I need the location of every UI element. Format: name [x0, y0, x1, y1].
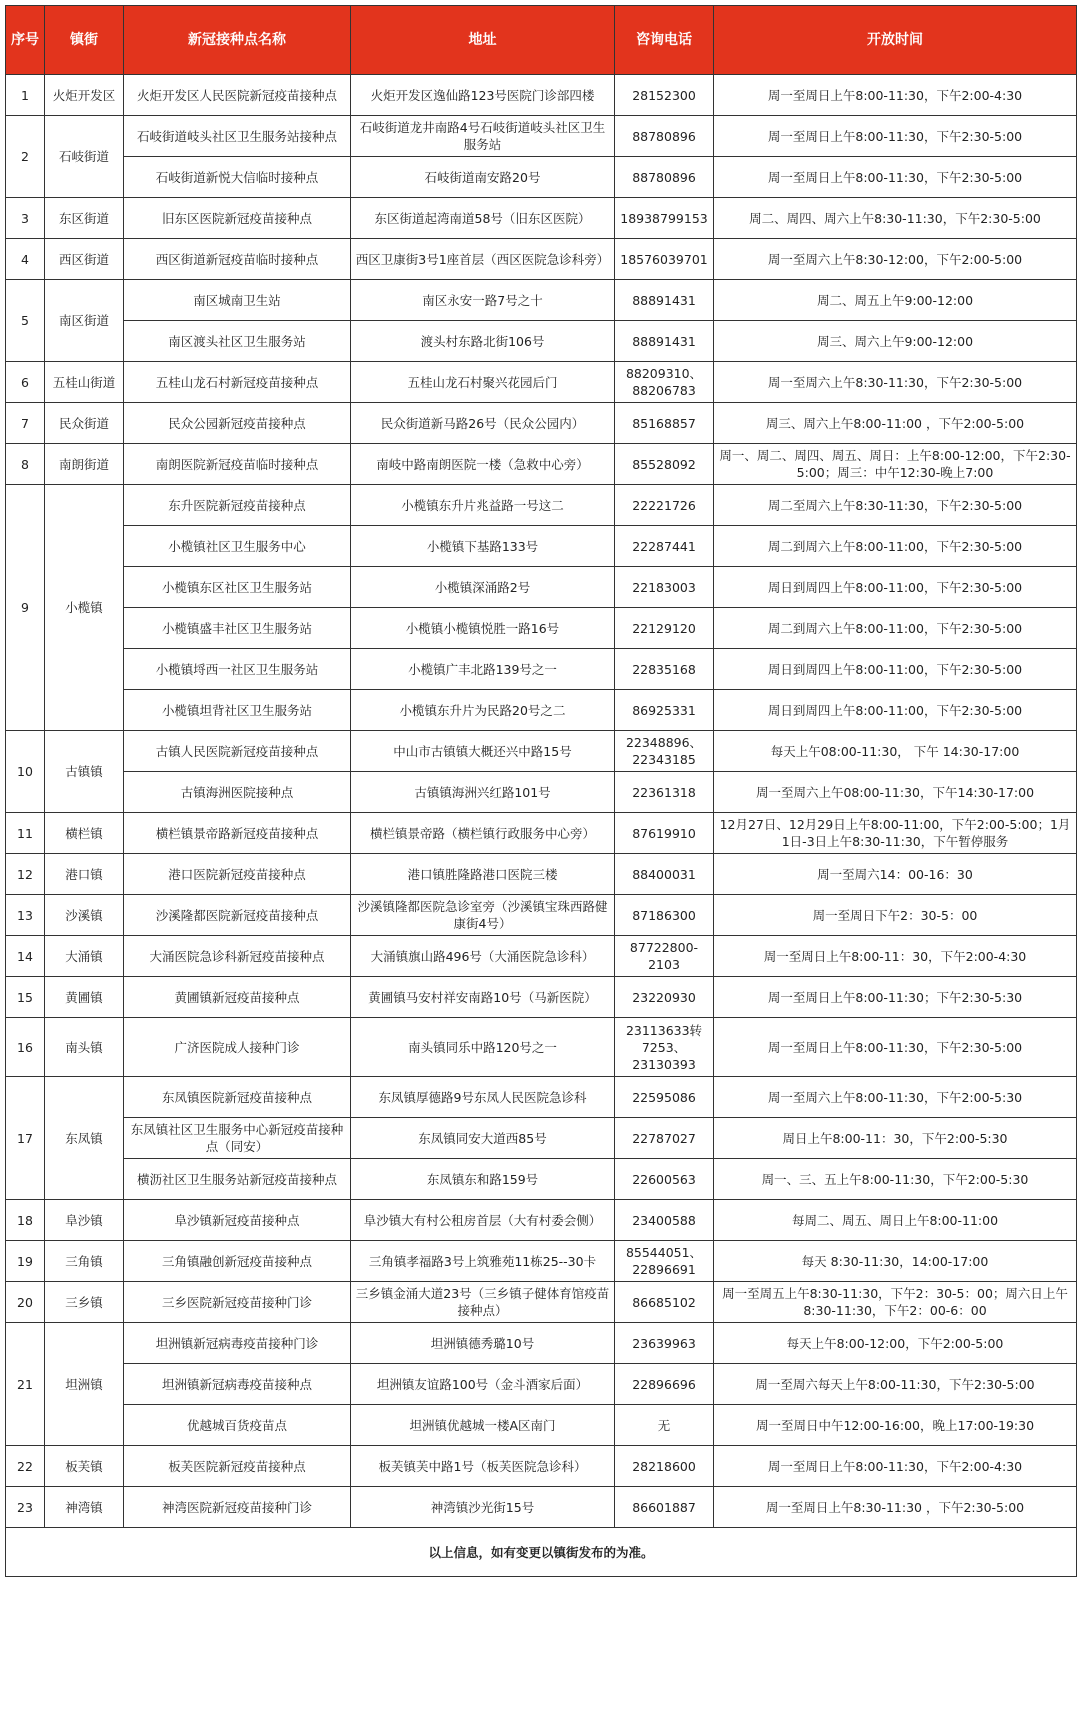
table-row	[6, 731, 1077, 772]
cell-hours: 周一至周日上午8:00-11:30，下午2:30-5:00	[714, 116, 1077, 157]
cell-address: 南头镇同乐中路120号之一	[351, 1018, 615, 1077]
cell-address: 西区卫康街3号1座首层（西区医院急诊科旁）	[351, 239, 615, 280]
cell-hours: 周二至周六上午8:30-11:30，下午2:30-5:00	[714, 485, 1077, 526]
cell-no: 16	[6, 1018, 45, 1077]
cell-no: 17	[6, 1077, 45, 1200]
header-no: 序号	[6, 6, 45, 75]
cell-site-name: 古镇人民医院新冠疫苗接种点	[124, 731, 351, 772]
cell-hours: 周二、周五上午9:00-12:00	[714, 280, 1077, 321]
table-row	[6, 403, 1077, 444]
cell-town: 神湾镇	[45, 1487, 124, 1528]
cell-site-name: 民众公园新冠疫苗接种点	[124, 403, 351, 444]
cell-no: 4	[6, 239, 45, 280]
cell-hours: 周日到周四上午8:00-11:00，下午2:30-5:00	[714, 690, 1077, 731]
cell-phone: 23400588	[615, 1200, 714, 1241]
cell-hours: 周一至周日上午8:00-11:30，下午2:00-4:30	[714, 1446, 1077, 1487]
cell-address: 火炬开发区逸仙路123号医院门诊部四楼	[351, 75, 615, 116]
cell-town: 横栏镇	[45, 813, 124, 854]
cell-phone: 22896696	[615, 1364, 714, 1405]
cell-site-name: 小榄镇埒西一社区卫生服务站	[124, 649, 351, 690]
cell-town: 南头镇	[45, 1018, 124, 1077]
cell-address: 中山市古镇镇大概还兴中路15号	[351, 731, 615, 772]
cell-address: 渡头村东路北街106号	[351, 321, 615, 362]
cell-address: 小榄镇小榄镇悦胜一路16号	[351, 608, 615, 649]
cell-phone: 22348896、22343185	[615, 731, 714, 772]
table-row	[6, 608, 1077, 649]
table-row	[6, 362, 1077, 403]
table-row	[6, 1077, 1077, 1118]
cell-site-name: 南区城南卫生站	[124, 280, 351, 321]
cell-site-name: 东凤镇医院新冠疫苗接种点	[124, 1077, 351, 1118]
cell-address: 三角镇孝福路3号上筑雅苑11栋25--30卡	[351, 1241, 615, 1282]
cell-no: 8	[6, 444, 45, 485]
cell-no: 5	[6, 280, 45, 362]
cell-site-name: 优越城百货疫苗点	[124, 1405, 351, 1446]
cell-no: 14	[6, 936, 45, 977]
cell-hours: 每天上午8:00-12:00，下午2:00-5:00	[714, 1323, 1077, 1364]
cell-town: 石岐街道	[45, 116, 124, 198]
cell-phone: 22600563	[615, 1159, 714, 1200]
header-hours: 开放时间	[714, 6, 1077, 75]
cell-address: 阜沙镇大有村公租房首层（大有村委会侧）	[351, 1200, 615, 1241]
cell-site-name: 小榄镇社区卫生服务中心	[124, 526, 351, 567]
cell-site-name: 火炬开发区人民医院新冠疫苗接种点	[124, 75, 351, 116]
cell-hours: 周一至周日上午8:00-11：30，下午2:00-4:30	[714, 936, 1077, 977]
cell-town: 沙溪镇	[45, 895, 124, 936]
cell-hours: 周一至周日上午8:00-11:30；下午2:30-5:30	[714, 977, 1077, 1018]
cell-address: 石岐街道南安路20号	[351, 157, 615, 198]
cell-phone: 22183003	[615, 567, 714, 608]
cell-no: 9	[6, 485, 45, 731]
table-row	[6, 690, 1077, 731]
cell-hours: 周日到周四上午8:00-11:00，下午2:30-5:00	[714, 649, 1077, 690]
cell-town: 古镇镇	[45, 731, 124, 813]
cell-phone: 22835168	[615, 649, 714, 690]
cell-hours: 周一至周六上午8:00-11:30，下午2:00-5:30	[714, 1077, 1077, 1118]
table-row	[6, 280, 1077, 321]
cell-phone: 无	[615, 1405, 714, 1446]
header-phone: 咨询电话	[615, 6, 714, 75]
cell-no: 20	[6, 1282, 45, 1323]
cell-phone: 22787027	[615, 1118, 714, 1159]
cell-phone: 88209310、88206783	[615, 362, 714, 403]
cell-hours: 周一至周日上午8:00-11:30，下午2:30-5:00	[714, 1018, 1077, 1077]
cell-site-name: 横栏镇景帝路新冠疫苗接种点	[124, 813, 351, 854]
cell-town: 民众街道	[45, 403, 124, 444]
cell-hours: 周二到周六上午8:00-11:00，下午2:30-5:00	[714, 526, 1077, 567]
cell-address: 三乡镇金涌大道23号（三乡镇子健体育馆疫苗接种点）	[351, 1282, 615, 1323]
cell-address: 南岐中路南朗医院一楼（急救中心旁）	[351, 444, 615, 485]
cell-hours: 周二、周四、周六上午8:30-11:30，下午2:30-5:00	[714, 198, 1077, 239]
cell-site-name: 三角镇融创新冠疫苗接种点	[124, 1241, 351, 1282]
cell-site-name: 三乡医院新冠疫苗接种门诊	[124, 1282, 351, 1323]
cell-phone: 87186300	[615, 895, 714, 936]
cell-town: 西区街道	[45, 239, 124, 280]
cell-phone: 22595086	[615, 1077, 714, 1118]
cell-hours: 周一至周六14：00-16：30	[714, 854, 1077, 895]
cell-address: 南区永安一路7号之十	[351, 280, 615, 321]
cell-address: 古镇镇海洲兴红路101号	[351, 772, 615, 813]
cell-address: 坦洲镇德秀璐10号	[351, 1323, 615, 1364]
cell-site-name: 南区渡头社区卫生服务站	[124, 321, 351, 362]
cell-no: 10	[6, 731, 45, 813]
cell-hours: 周一至周日下午2：30-5：00	[714, 895, 1077, 936]
vaccination-schedule-table	[5, 5, 1077, 1577]
cell-town: 五桂山街道	[45, 362, 124, 403]
cell-phone: 87722800-2103	[615, 936, 714, 977]
cell-site-name: 旧东区医院新冠疫苗接种点	[124, 198, 351, 239]
cell-phone: 88780896	[615, 157, 714, 198]
cell-hours: 周一至周五上午8:30-11:30，下午2：30-5：00；周六日上午8:30-11:30，下午2：00-6：00	[714, 1282, 1077, 1323]
header-site: 新冠接种点名称	[124, 6, 351, 75]
header-town: 镇街	[45, 6, 124, 75]
cell-address: 民众街道新马路26号（民众公园内）	[351, 403, 615, 444]
cell-address: 大涌镇旗山路496号（大涌医院急诊科）	[351, 936, 615, 977]
cell-hours: 周日上午8:00-11：30，下午2:00-5:30	[714, 1118, 1077, 1159]
table-row	[6, 813, 1077, 854]
cell-address: 小榄镇东升片兆益路一号这二	[351, 485, 615, 526]
cell-site-name: 石岐街道岐头社区卫生服务站接种点	[124, 116, 351, 157]
table-row	[6, 567, 1077, 608]
cell-no: 3	[6, 198, 45, 239]
cell-phone: 86925331	[615, 690, 714, 731]
table-row	[6, 1364, 1077, 1405]
table-row	[6, 649, 1077, 690]
cell-phone: 85544051、22896691	[615, 1241, 714, 1282]
table-row	[6, 936, 1077, 977]
cell-address: 坦洲镇友谊路100号（金斗酒家后面）	[351, 1364, 615, 1405]
cell-site-name: 坦洲镇新冠病毒疫苗接种门诊	[124, 1323, 351, 1364]
table-row	[6, 239, 1077, 280]
cell-phone: 86685102	[615, 1282, 714, 1323]
cell-address: 横栏镇景帝路（横栏镇行政服务中心旁）	[351, 813, 615, 854]
cell-address: 小榄镇深涌路2号	[351, 567, 615, 608]
cell-no: 19	[6, 1241, 45, 1282]
cell-town: 三角镇	[45, 1241, 124, 1282]
cell-site-name: 沙溪隆都医院新冠疫苗接种点	[124, 895, 351, 936]
table-row	[6, 526, 1077, 567]
cell-site-name: 南朗医院新冠疫苗临时接种点	[124, 444, 351, 485]
table-row	[6, 485, 1077, 526]
cell-no: 7	[6, 403, 45, 444]
cell-town: 港口镇	[45, 854, 124, 895]
cell-site-name: 横沥社区卫生服务站新冠疫苗接种点	[124, 1159, 351, 1200]
table-header	[6, 6, 1077, 75]
cell-hours: 周一至周日上午8:00-11:30，下午2:00-4:30	[714, 75, 1077, 116]
table-row	[6, 895, 1077, 936]
cell-no: 2	[6, 116, 45, 198]
cell-town: 火炬开发区	[45, 75, 124, 116]
cell-site-name: 大涌医院急诊科新冠疫苗接种点	[124, 936, 351, 977]
cell-phone: 22129120	[615, 608, 714, 649]
cell-phone: 18938799153	[615, 198, 714, 239]
table-row	[6, 1323, 1077, 1364]
cell-no: 21	[6, 1323, 45, 1446]
cell-phone: 22361318	[615, 772, 714, 813]
cell-address: 小榄镇广丰北路139号之一	[351, 649, 615, 690]
table-row	[6, 198, 1077, 239]
table-row	[6, 1200, 1077, 1241]
cell-address: 小榄镇东升片为民路20号之二	[351, 690, 615, 731]
cell-phone: 18576039701	[615, 239, 714, 280]
cell-phone: 88891431	[615, 321, 714, 362]
cell-hours: 周一至周日上午8:30-11:30 ，下午2:30-5:00	[714, 1487, 1077, 1528]
cell-town: 板芙镇	[45, 1446, 124, 1487]
cell-address: 五桂山龙石村聚兴花园后门	[351, 362, 615, 403]
cell-address: 沙溪镇隆都医院急诊室旁（沙溪镇宝珠西路健康街4号）	[351, 895, 615, 936]
cell-phone: 23220930	[615, 977, 714, 1018]
cell-address: 板芙镇芙中路1号（板芙医院急诊科）	[351, 1446, 615, 1487]
cell-no: 6	[6, 362, 45, 403]
cell-address: 东区街道起湾南道58号（旧东区医院）	[351, 198, 615, 239]
table-row	[6, 321, 1077, 362]
footer-note: 以上信息，如有变更以镇街发布的为准。	[6, 1528, 1077, 1577]
cell-hours: 周一、三、五上午8:00-11:30，下午2:00-5:30	[714, 1159, 1077, 1200]
cell-site-name: 古镇海洲医院接种点	[124, 772, 351, 813]
table-row	[6, 157, 1077, 198]
table-row	[6, 1282, 1077, 1323]
table-row	[6, 772, 1077, 813]
cell-hours: 周一至周六上午8:30-12:00，下午2:00-5:00	[714, 239, 1077, 280]
cell-address: 黄圃镇马安村祥安南路10号（马新医院）	[351, 977, 615, 1018]
table-row	[6, 444, 1077, 485]
cell-town: 坦洲镇	[45, 1323, 124, 1446]
cell-hours: 周一、周二、周四、周五、周日：上午8:00-12:00，下午2:30-5:00；周三：中午12:30-晚上7:00	[714, 444, 1077, 485]
cell-town: 东区街道	[45, 198, 124, 239]
table-row	[6, 977, 1077, 1018]
cell-site-name: 广济医院成人接种门诊	[124, 1018, 351, 1077]
cell-phone: 28152300	[615, 75, 714, 116]
cell-hours: 周三、周六上午9:00-12:00	[714, 321, 1077, 362]
cell-site-name: 小榄镇东区社区卫生服务站	[124, 567, 351, 608]
cell-site-name: 西区街道新冠疫苗临时接种点	[124, 239, 351, 280]
cell-phone: 88891431	[615, 280, 714, 321]
cell-site-name: 石岐街道新悦大信临时接种点	[124, 157, 351, 198]
cell-site-name: 五桂山龙石村新冠疫苗接种点	[124, 362, 351, 403]
cell-site-name: 小榄镇盛丰社区卫生服务站	[124, 608, 351, 649]
cell-town: 黄圃镇	[45, 977, 124, 1018]
table-row	[6, 1487, 1077, 1528]
cell-hours: 周二到周六上午8:00-11:00，下午2:30-5:00	[714, 608, 1077, 649]
cell-town: 三乡镇	[45, 1282, 124, 1323]
cell-site-name: 小榄镇坦背社区卫生服务站	[124, 690, 351, 731]
cell-town: 大涌镇	[45, 936, 124, 977]
cell-site-name: 板芙医院新冠疫苗接种点	[124, 1446, 351, 1487]
cell-hours: 周三、周六上午8:00-11:00 ，下午2:00-5:00	[714, 403, 1077, 444]
table-row	[6, 1118, 1077, 1159]
cell-town: 小榄镇	[45, 485, 124, 731]
cell-phone: 88780896	[615, 116, 714, 157]
table-row	[6, 75, 1077, 116]
header-address: 地址	[351, 6, 615, 75]
cell-phone: 85168857	[615, 403, 714, 444]
cell-hours: 每天 8:30-11:30，14:00-17:00	[714, 1241, 1077, 1282]
table-row	[6, 1405, 1077, 1446]
cell-phone: 88400031	[615, 854, 714, 895]
footer-row	[6, 1528, 1077, 1577]
cell-phone: 22221726	[615, 485, 714, 526]
cell-site-name: 阜沙镇新冠疫苗接种点	[124, 1200, 351, 1241]
cell-hours: 周一至周日中午12:00-16:00，晚上17:00-19:30	[714, 1405, 1077, 1446]
table-body	[6, 75, 1077, 1528]
cell-phone: 86601887	[615, 1487, 714, 1528]
cell-hours: 每天上午08:00-11:30， 下午 14:30-17:00	[714, 731, 1077, 772]
cell-address: 石岐街道龙井南路4号石岐街道岐头社区卫生服务站	[351, 116, 615, 157]
cell-town: 阜沙镇	[45, 1200, 124, 1241]
cell-hours: 周一至周日上午8:00-11:30，下午2:30-5:00	[714, 157, 1077, 198]
cell-address: 小榄镇下基路133号	[351, 526, 615, 567]
table-row	[6, 1018, 1077, 1077]
cell-no: 13	[6, 895, 45, 936]
cell-hours: 每周二、周五、周日上午8:00-11:00	[714, 1200, 1077, 1241]
cell-town: 东凤镇	[45, 1077, 124, 1200]
table-row	[6, 1241, 1077, 1282]
cell-site-name: 东升医院新冠疫苗接种点	[124, 485, 351, 526]
cell-town: 南区街道	[45, 280, 124, 362]
cell-no: 23	[6, 1487, 45, 1528]
cell-no: 1	[6, 75, 45, 116]
cell-hours: 周日到周四上午8:00-11:00，下午2:30-5:00	[714, 567, 1077, 608]
cell-phone: 23639963	[615, 1323, 714, 1364]
cell-address: 坦洲镇优越城一楼A区南门	[351, 1405, 615, 1446]
table-row	[6, 1159, 1077, 1200]
cell-address: 东凤镇厚德路9号东凤人民医院急诊科	[351, 1077, 615, 1118]
cell-phone: 85528092	[615, 444, 714, 485]
cell-address: 东凤镇东和路159号	[351, 1159, 615, 1200]
cell-hours: 周一至周六上午8:30-11:30，下午2:30-5:00	[714, 362, 1077, 403]
cell-site-name: 东凤镇社区卫生服务中心新冠疫苗接种点（同安）	[124, 1118, 351, 1159]
cell-phone: 87619910	[615, 813, 714, 854]
table-row	[6, 1446, 1077, 1487]
table-row	[6, 854, 1077, 895]
cell-town: 南朗街道	[45, 444, 124, 485]
cell-hours: 周一至周六上午08:00-11:30，下午14:30-17:00	[714, 772, 1077, 813]
cell-site-name: 黄圃镇新冠疫苗接种点	[124, 977, 351, 1018]
cell-address: 神湾镇沙光街15号	[351, 1487, 615, 1528]
cell-no: 18	[6, 1200, 45, 1241]
cell-address: 港口镇胜隆路港口医院三楼	[351, 854, 615, 895]
cell-address: 东凤镇同安大道西85号	[351, 1118, 615, 1159]
cell-phone: 28218600	[615, 1446, 714, 1487]
cell-no: 15	[6, 977, 45, 1018]
cell-no: 22	[6, 1446, 45, 1487]
cell-no: 11	[6, 813, 45, 854]
cell-phone: 23113633转7253、23130393	[615, 1018, 714, 1077]
cell-site-name: 神湾医院新冠疫苗接种门诊	[124, 1487, 351, 1528]
cell-hours: 周一至周六每天上午8:00-11:30，下午2:30-5:00	[714, 1364, 1077, 1405]
cell-hours: 12月27日、12月29日上午8:00-11:00，下午2:00-5:00；1月1日-3日上午8:30-11:30，下午暂停服务	[714, 813, 1077, 854]
cell-phone: 22287441	[615, 526, 714, 567]
cell-no: 12	[6, 854, 45, 895]
cell-site-name: 港口医院新冠疫苗接种点	[124, 854, 351, 895]
cell-site-name: 坦洲镇新冠病毒疫苗接种点	[124, 1364, 351, 1405]
table-row	[6, 116, 1077, 157]
